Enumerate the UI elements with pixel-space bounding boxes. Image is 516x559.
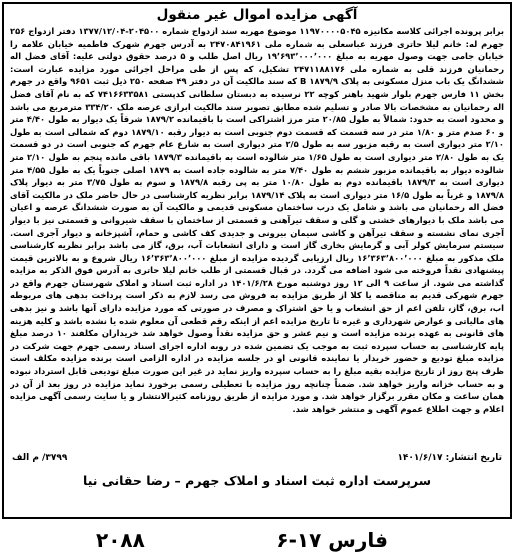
notice-title: آگهی مزایده اموال غیر منقول	[156, 7, 358, 23]
page-label: فارس ۱۷-۶	[276, 528, 388, 552]
notice-meta-row	[12, 452, 502, 465]
auction-notice	[2, 2, 512, 519]
reference-code: ۳۷۹۹/ م الف	[12, 453, 68, 463]
page-footer	[0, 524, 516, 558]
publication-date: تاریخ انتشار: ۱۴۰۱/۶/۱۷	[397, 453, 502, 463]
notice-signature: سرپرست اداره ثبت اسناد و املاک جهرم – رضا حقانی نیا	[83, 473, 431, 488]
page-number: ۲۰۸۸	[96, 528, 145, 552]
notice-body: برابر پرونده اجرائی کلاسه مکانیزه ۱۱۹۷۰۰۰۰۵۰۴۵ موضوع مهریه سند ازدواج شماره ۲۰۴۵۰۰-۱۳۷۷/۱۲/۰۴ دفتر ازدواج ۲۵۶ جهرم له: خانم لیلا حاتری فرزند عباسعلی به شماره ملی ۲۴۷۰۸۴۱۹۶۱ به آدرس جهرم شهرک فاطمیه خیابان علامه را خیابان جامی جهت وصول مهریه به مبلغ ۱۹٬۶۹۳٬۰۰۰٬۰۰۰ ریال اصل طلب و ۵ درصد حقوق دولتی علیه: آقای فضل اله رحمانیان فرزند قلی به شماره ملی ۲۴۷۱۱۸۸۱۷۶ تشکیل، که پس از طی مراحل اجرائی مورد مزایده عبارت است: ششدانگ یک باب منزل مسکونی به پلاک B ۱۸۷۹/۹ که سند مالکیت آن در دفتر ۴۹ صفحه ۲۵۰ ذیل ثبت ۹۶۵۱ واقع در جهرم بخش ۱۱ فارس جهرم بلوار شهید باهنر کوچه ۲۲ نرسیده به دبستان سلطانی کدپستی ۷۴۱۶۶۳۳۵۸۱ که به نام آقای فضل اله رحمانیان به مشخصات بالا صادر و تسلیم شده مطابق تصویر سند مالکیت ابرازی عرصه ملک ۳۳۴/۲۰ مترمربع می باشد و محدود است به حدود: شمالاً به طول ۲۰/۸۵ متر مرز اشتراکی است با باقیمانده ۱۸۷۹/۲ شرقاً یک دیوار به طول ۴/۴۰ متر و ۶۰ صدم متر و ۱/۸۰ متر در سه قسمت که قسمت دوم جنوبی است به دیوار رقبه ۱۸۷۹/۱۰ دوم که شمالی است به طول ۲/۱۰ متر دیواری است به رقبه مزبور سه به طول ۲/۵ متر دیواری است به شارع عام جهرم که جنوبی است در دو قسمت یک به طول ۲/۸۰ متر دیواری است به طول ۱/۶۵ متر شالوده است به باقیمانده ۱۸۷۹/۳ باقی مانده پنجم به طول ۲/۱۰ متر شالوده دیوار به باقیمانده مزبور ششم به طول ۷/۴۰ متر به شالوده جاده است به ۱۸۷۹ اصلی جنوباً یک به طول ۴/۵۵ متر دیواری است به ۱۸۷۹/۳ باقیمانده دوم به طول ۱۰/۸۰ متر به پی رقبه ۱۸۷۹/۸ و سوم به طول ۳/۷۵ متر به دیوار پلاک ۱۸۷۹/۸ و غرباً به طول ۱۶/۵ متر دیواری است به پلاک ۱۸۷۹/۱۴ برابر نظریه کارشناسی در حال حاضر ملک در مالکیت آقای فضل اله رحمانیان می باشد و شامل یک درب ساختمان مسکونی قدیمی و مالکیت آن به صورت ششدانگ عرصه و اعیان می باشد ملک با دیوارهای خشتی و گلی و سقف تیرآهنی و قسمتی از ساختمان با سقف شیروانی و قسمتی نیز با دیوار آجری نمای نشسته و سقف تیرآهن و کاشی سیمان بیرونی و جدیدی کف کاشی و حمام، آشپزخانه و دیوار آجری است. سیستم سرمایش کولر آبی و گرمایش بخاری گاز است و دارای انشعابات آب، برق، گاز می باشد برابر نظریه کارشناسی ملک مذکور به مبلغ ۱۶٬۳۶۳٬۸۰۰٬۰۰۰ ریال ارزیابی گردیده مزایده از مبلغ ۱۶٬۳۶۳٬۸۰۰٬۰۰۰ ریال شروع و به بالاترین قیمت پیشنهادی نقداً فروخته می شود اضافه می گردد. در قبال قسمتی از طلب خانم لیلا حاتری به آدرس فوق الذکر به مزایده گذاشته می شود. از ساعت ۹ الی ۱۲ روز دوشنبه مورخ ۱۴۰۱/۶/۲۸ در اداره ثبت اسناد و املاک شهرستان جهرم واقع در جهرم شهرکی قدیم به مناقصه یا کلا از طریق مزایده به فروش می رسد لازم به ذکر است پرداخت بدهی های مربوطه اب، برق، گاز، تلفن اعم از حق انشعاب و یا حق اشتراک و مصرف در صورتی که مورد مزایده دارای آنها باشد و نیز بدهی های مالیاتی و عوارض شهرداری و غیره تا تاریخ مزایده اعم از اینکه رقم قطعی آن معلوم شده یا نشده باشد و کلیه هزینه های قانونی به عهده برنده مزایده است و نیم عشر و حق مزایده نقداً وصول خواهد شد خریداران مکلفند ۱۰ درصد مبلغ پایه کارشناسی به حساب سپرده ثبت به موجب یک تضمین شده در روبه اداره اجرای اسناد رسمی جهرم جهت شرکت در مزایده مبلغ تودیع و حضور خریدار یا نماینده قانونی او در جلسه مزایده در اداره الزامی است برنده مزایده مکلف است ظرف پنج روز از تاریخ مزایده بقیه مبلغ را به حساب سپرده واریز نماید در غیر این صورت مبلغ تودیعی قابل استرداد نبوده و به حساب خزانه واریز خواهد شد. ضمناً چنانچه روز مزایده با تعطیلی رسمی برخورد نماید مزایده در روز بعد از آن در همان ساعت و مکان مقرر برگزار خواهد شد. و مورد مزایده از طریق روزنامه کثیرالانتشار و یا سایت رسمی آگهی مزایده اعلام و جهت اطلاع عموم آگهی و منتشر خواهد شد.	[10, 26, 504, 414]
